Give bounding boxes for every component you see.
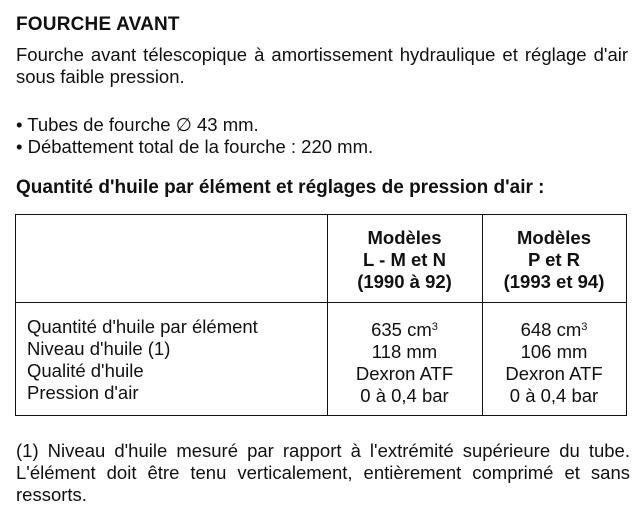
- value-oil-quantity: 635 $cm^3$: [371, 319, 438, 340]
- row-label-oil-quantity: Quantité d'huile par élément: [27, 316, 258, 337]
- value-oil-quality: Dexron ATF: [505, 363, 603, 384]
- values-models-lmn: [327, 316, 482, 407]
- value-oil-quantity: 648 $cm^3$: [520, 319, 588, 340]
- value-oil-level: 106 mm: [520, 341, 588, 362]
- header-divider: [16, 302, 626, 303]
- value-oil-quality: Dexron ATF: [355, 363, 454, 384]
- values-models-pr: [482, 316, 626, 407]
- bullet-fork-tubes: • Tubes de fourche ∅ 43 mm.: [16, 114, 259, 135]
- footnote: (1) Niveau d'huile mesuré par rapport à l'extrémité supérieure du tube. L'élément doit être tenu verticalement, entièrement comprimé et sans ressorts.: [16, 440, 630, 505]
- bullet-fork-travel: • Débattement total de la fourche : 220 mm.: [16, 136, 374, 157]
- spec-bullet-list: [16, 114, 373, 158]
- table-heading: Quantité d'huile par élément et réglages de pression d'air :: [16, 177, 545, 198]
- page-title: FOURCHE AVANT: [16, 14, 180, 35]
- oil-pressure-table: [15, 214, 627, 416]
- intro-paragraph: Fourche avant télescopique à amortissement hydraulique et réglage d'air sous faible pression.: [16, 44, 628, 87]
- value-air-pressure: 0 à 0,4 bar: [509, 385, 599, 406]
- column-header-models-pr: Modèles P et R (1993 et 94): [503, 227, 605, 292]
- column-header-models-lmn: Modèles L - M et N (1990 à 92): [357, 227, 452, 292]
- value-air-pressure: 0 à 0,4 bar: [360, 385, 449, 406]
- row-label-oil-quality: Qualité d'huile: [27, 360, 144, 381]
- row-label-oil-level: Niveau d'huile (1): [27, 338, 171, 359]
- row-labels: [27, 316, 258, 404]
- row-label-air-pressure: Pression d'air: [27, 382, 139, 403]
- value-oil-level: 118 mm: [371, 341, 438, 362]
